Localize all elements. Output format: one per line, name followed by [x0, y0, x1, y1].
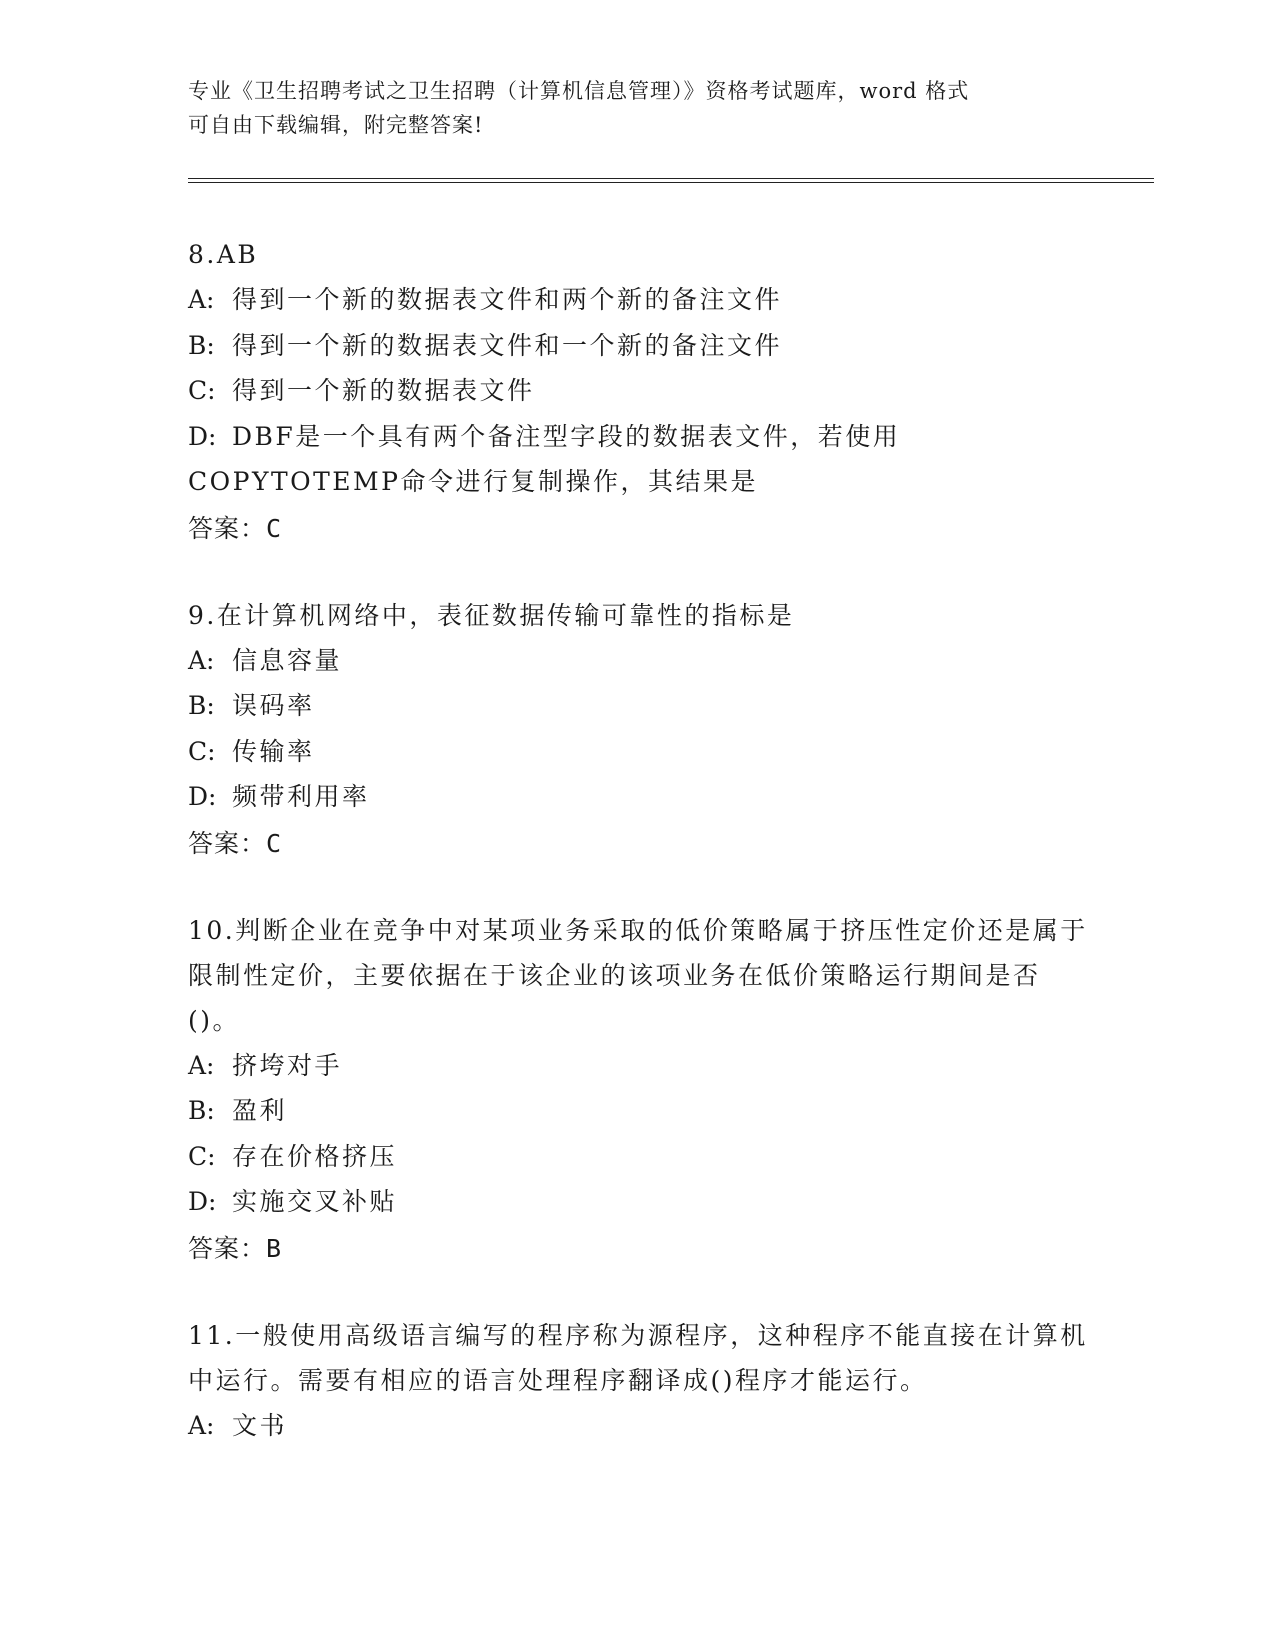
question-list	[188, 232, 1088, 1488]
option-c	[188, 729, 1088, 775]
question-stem: 9.在计算机网络中，表征数据传输可靠性的指标是	[188, 600, 795, 630]
option-text: 盈利	[232, 1096, 288, 1125]
option-label: A:	[188, 1410, 215, 1440]
option-d	[188, 774, 1088, 820]
option-text: 文书	[232, 1410, 288, 1440]
option-text: 传输率	[232, 736, 315, 766]
option-text: 误码率	[232, 691, 315, 720]
answer: 答案：B	[188, 1233, 283, 1263]
option-label: C:	[188, 376, 216, 405]
document-header	[188, 74, 1088, 142]
option-c	[188, 368, 1088, 414]
option-a	[188, 1403, 1088, 1449]
question-stem: 8.AB	[188, 240, 259, 269]
option-text: 实施交叉补贴	[232, 1187, 398, 1216]
question-stem: 11.一般使用高级语言编写的程序称为源程序，这种程序不能直接在计算机中运行。需要有相应的语言处理程序翻译成()程序才能运行。	[188, 1320, 1088, 1395]
option-label: D:	[188, 782, 217, 811]
question-9	[188, 593, 1088, 868]
option-c	[188, 1134, 1088, 1180]
option-label: B:	[188, 691, 215, 720]
option-label: A:	[188, 1050, 215, 1080]
option-label: A:	[188, 645, 215, 675]
option-text: 信息容量	[232, 645, 343, 675]
question-10	[188, 908, 1088, 1273]
option-label: C:	[188, 736, 216, 766]
option-b	[188, 323, 1088, 369]
option-label: B:	[188, 1096, 215, 1125]
option-d	[188, 1179, 1088, 1225]
option-label: B:	[188, 330, 215, 360]
option-text: 得到一个新的数据表文件	[232, 376, 535, 405]
option-text: 存在价格挤压	[232, 1141, 398, 1171]
option-d	[188, 414, 1088, 505]
option-text: 得到一个新的数据表文件和一个新的备注文件	[232, 330, 783, 360]
option-label: A:	[188, 285, 215, 314]
answer: 答案：C	[188, 513, 283, 543]
option-text: 频带利用率	[232, 782, 370, 811]
answer: 答案：C	[188, 828, 283, 858]
option-text: DBF是一个具有两个备注型字段的数据表文件，若使用COPYTOTEMP命令进行复制操作，其结果是	[188, 421, 901, 496]
option-b	[188, 683, 1088, 729]
option-a	[188, 1043, 1088, 1089]
option-b	[188, 1088, 1088, 1134]
question-8	[188, 232, 1088, 553]
option-a	[188, 277, 1088, 323]
option-a	[188, 638, 1088, 684]
question-stem: 10.判断企业在竞争中对某项业务采取的低价策略属于挤压性定价还是属于限制性定价，主要依据在于该企业的该项业务在低价策略运行期间是否()。	[188, 915, 1088, 1035]
question-11	[188, 1313, 1088, 1449]
header-line-2: 可自由下载编辑，附完整答案!	[188, 113, 484, 137]
option-label: D:	[188, 421, 217, 451]
option-text: 得到一个新的数据表文件和两个新的备注文件	[232, 285, 783, 314]
option-label: D:	[188, 1187, 217, 1216]
header-line-1: 专业《卫生招聘考试之卫生招聘（计算机信息管理）》资格考试题库，word 格式	[188, 79, 970, 103]
option-text: 挤垮对手	[232, 1050, 343, 1080]
header-divider	[188, 178, 1154, 183]
option-label: C:	[188, 1141, 216, 1171]
